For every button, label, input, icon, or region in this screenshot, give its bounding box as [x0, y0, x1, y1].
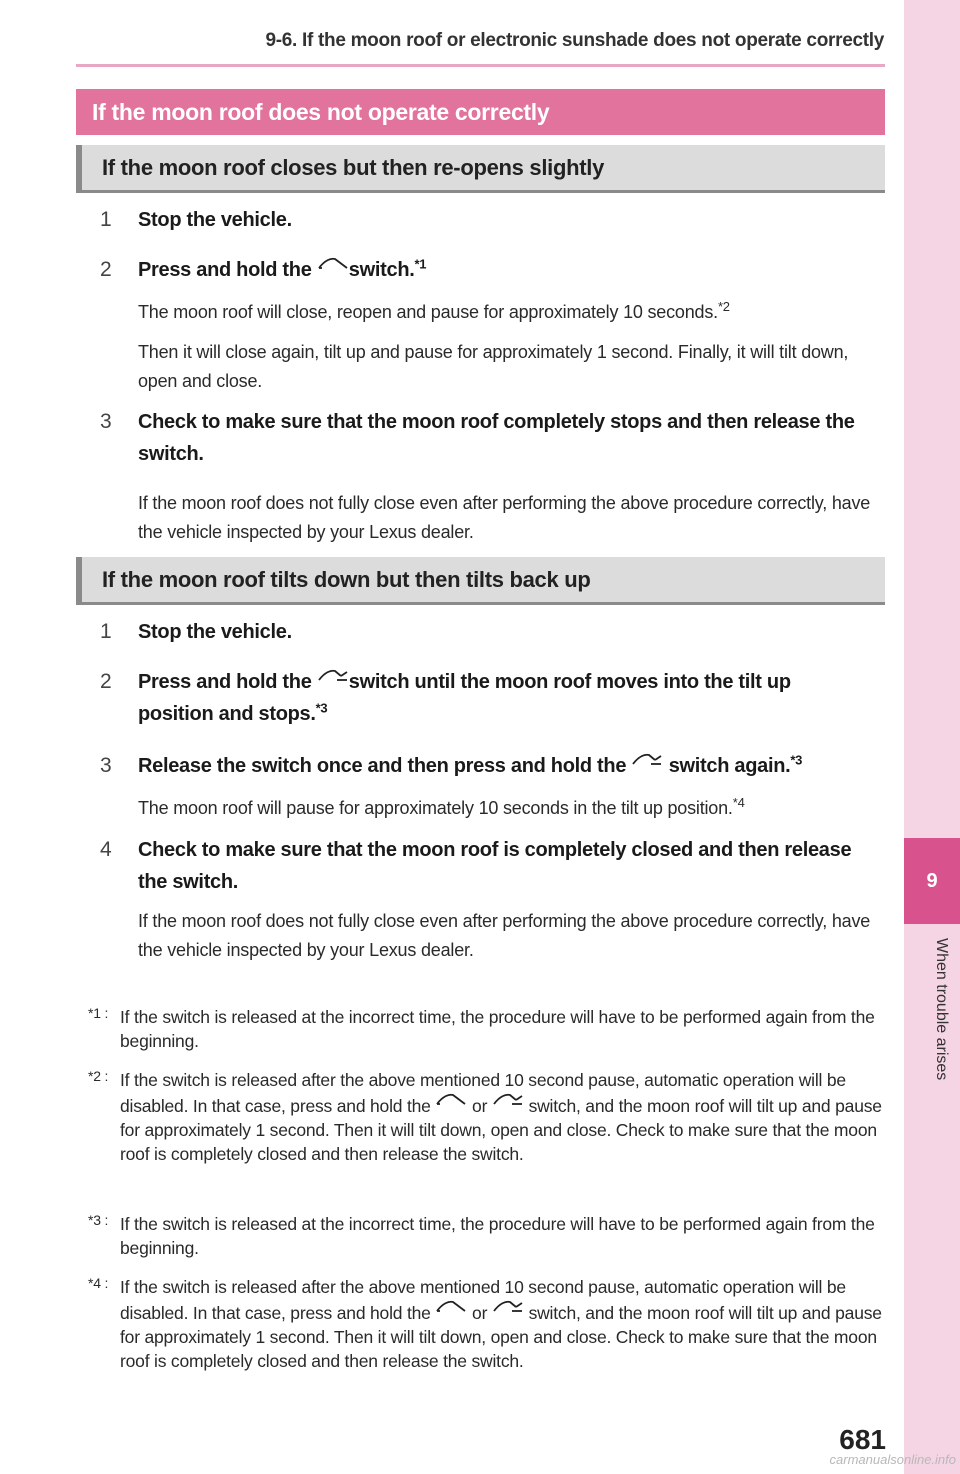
moon-roof-close-icon: [435, 1092, 467, 1108]
footnote-or: or: [472, 1303, 488, 1323]
footnote-text-before: If the switch is released after the above mentioned 10 second pause, automatic operation will be disabled. In that case, press and hold the: [120, 1070, 846, 1116]
footnote-text-before: If the switch is released after the above mentioned 10 second pause, automatic operation will be disabled. In that case, press and hold the: [120, 1277, 846, 1323]
subsection-title-reopens: If the moon roof closes but then re-opens slightly: [76, 145, 885, 193]
step-text: Stop the vehicle.: [138, 621, 292, 643]
footnote-text-after: switch, and the moon roof will tilt up and pause for approximately 1 second. Then it will tilt down, open and close. Check to make sure that the moon roof is completely closed and then release the switch.: [120, 1303, 882, 1371]
subsection-title-tilts: If the moon roof tilts down but then tilts back up: [76, 557, 885, 605]
s2-step-3: [100, 750, 870, 782]
footnote-mark: *3 :: [88, 1212, 109, 1228]
step-text-before: Release the switch once and then press and hold the: [138, 755, 627, 777]
s1-step-2-description-2: Then it will close again, tilt up and pause for approximately 1 second. Finally, it will tilt down, open and close.: [138, 342, 849, 391]
moon-roof-close-icon: [435, 1299, 467, 1315]
s2-step-4: [100, 834, 870, 898]
s2-step-1: [100, 616, 870, 648]
step-text-before: Press and hold the: [138, 259, 312, 281]
chapter-label: When trouble arises: [933, 938, 950, 1081]
s1-step-3-description: If the moon roof does not fully close even after performing the above procedure correctly, have the vehicle inspected by your Lexus dealer.: [138, 493, 871, 542]
step-text: Check to make sure that the moon roof completely stops and then release the switch.: [138, 411, 855, 465]
footnote-mark: *2 :: [88, 1068, 109, 1084]
chapter-number-tab: 9: [904, 838, 960, 924]
s1-step-3: [100, 406, 870, 470]
step-text-after: switch again.: [668, 755, 791, 777]
header-divider: [76, 64, 885, 67]
footnote-text: If the switch is released at the incorrect time, the procedure will have to be performed again from the beginning.: [120, 1214, 875, 1258]
footnote-3: [88, 1212, 883, 1260]
footnote-text-after: switch, and the moon roof will tilt up and pause for approximately 1 second. Then it will tilt down, open and close. Check to make sure that the moon roof is completely closed and then release the switch.: [120, 1096, 882, 1164]
footnote-ref: *4: [732, 795, 745, 810]
description-text: The moon roof will close, reopen and pause for approximately 10 seconds.: [138, 302, 718, 322]
footnote-text: [120, 1275, 883, 1373]
footnote-or: or: [472, 1096, 488, 1116]
s1-step-2: [100, 254, 870, 286]
footnote-text: If the switch is released at the incorrect time, the procedure will have to be performed again from the beginning.: [120, 1007, 875, 1051]
moon-roof-tilt-icon: [317, 668, 349, 684]
s2-step-4-description: If the moon roof does not fully close even after performing the above procedure correctly, have the vehicle inspected by your Lexus dealer.: [138, 911, 871, 960]
footnote-4: [88, 1275, 883, 1373]
step-text: [138, 254, 870, 286]
footnote-mark: *1 :: [88, 1005, 109, 1021]
step-text-after: switch.: [348, 259, 415, 281]
footnote-text: [120, 1068, 883, 1166]
footnote-ref: *2: [717, 299, 730, 314]
page-header-title: 9-6. If the moon roof or electronic sunshade does not operate correctly: [265, 30, 884, 51]
s1-step-1: [100, 204, 870, 236]
moon-roof-tilt-icon: [631, 752, 663, 768]
step-text: [138, 666, 870, 730]
s2-step-3-description: [138, 794, 883, 823]
moon-roof-tilt-icon: [492, 1299, 524, 1315]
step-text-after: switch until the moon roof moves into the tilt up position and stops.: [138, 671, 791, 725]
page-number: 681: [839, 1424, 886, 1455]
step-number: 3: [100, 410, 112, 433]
footnote-1: [88, 1005, 883, 1053]
footnote-ref: *3: [315, 700, 328, 716]
s1-step-2-description-1: [138, 298, 883, 327]
footnote-mark: *4 :: [88, 1275, 109, 1291]
moon-roof-tilt-icon: [492, 1092, 524, 1108]
step-text-before: Press and hold the: [138, 671, 312, 693]
footnote-ref: *3: [790, 752, 803, 768]
step-number: 2: [100, 258, 112, 281]
s2-step-2: [100, 666, 870, 730]
step-number: 3: [100, 754, 112, 777]
step-number: 4: [100, 838, 112, 861]
step-text: Check to make sure that the moon roof is completely closed and then release the switch.: [138, 839, 852, 893]
step-number: 2: [100, 670, 112, 693]
step-number: 1: [100, 208, 112, 231]
section-title: If the moon roof does not operate correctly: [76, 89, 885, 135]
step-number: 1: [100, 620, 112, 643]
moon-roof-close-icon: [317, 256, 349, 272]
watermark: carmanualsonline.info: [829, 1452, 956, 1467]
footnote-2: [88, 1068, 883, 1166]
step-text: Stop the vehicle.: [138, 209, 292, 231]
step-text: [138, 750, 870, 782]
footnote-ref: *1: [414, 256, 427, 272]
chapter-sidebar: [904, 0, 960, 1474]
description-text: The moon roof will pause for approximately 10 seconds in the tilt up position.: [138, 798, 733, 818]
